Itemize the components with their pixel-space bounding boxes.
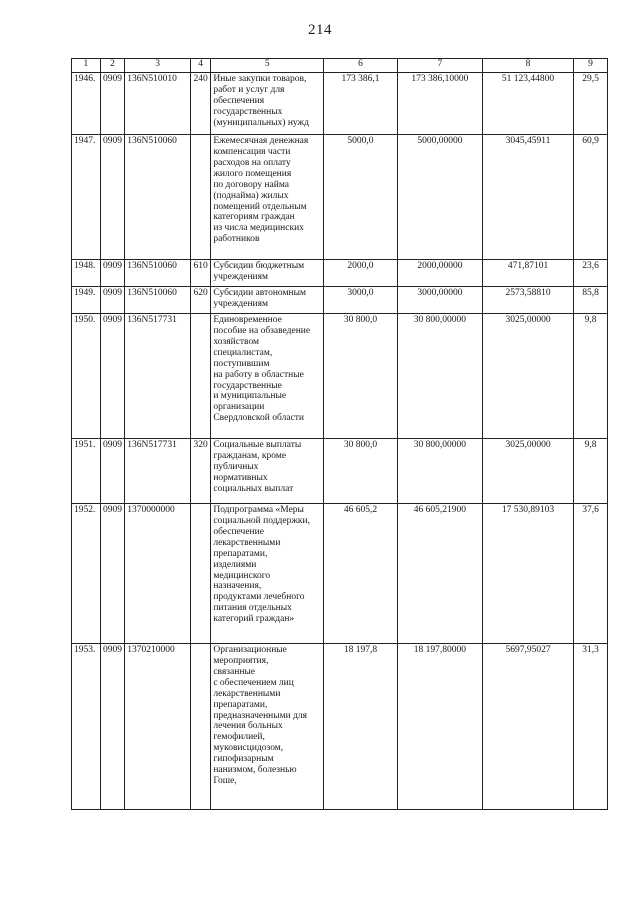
execution-percent: 37,6	[574, 504, 608, 644]
planned-amount: 30 800,0	[324, 439, 398, 504]
item-name: Субсидии автономным учреждениям	[211, 287, 324, 314]
execution-percent: 85,8	[574, 287, 608, 314]
item-name: Ежемесячная денежная компенсация части расходов на оплату жилого помещения по договору найма (поднайма) жилых помещений отдельным категориям граждан из числа медицинских работников	[211, 135, 324, 260]
planned-amount: 46 605,2	[324, 504, 398, 644]
row-number: 1946.	[72, 73, 101, 135]
executed-amount: 3025,00000	[482, 439, 573, 504]
item-name: Организационные мероприятия, связанные с обеспечением лиц лекарственными препаратами, предназначенными для лечения больных гемофилией, муковисцидозом, гипофизарным нанизмом, болезнью Гоше,	[211, 644, 324, 810]
executed-amount: 2573,58810	[482, 287, 573, 314]
target-code: 136N510060	[125, 260, 191, 287]
planned-amount: 18 197,8	[324, 644, 398, 810]
item-name: Подпрограмма «Меры социальной поддержки, обеспечение лекарственными препаратами, изделиями медицинского назначения, продуктами лечебного питания отдельных категорий граждан»	[211, 504, 324, 644]
section-code: 0909	[100, 260, 125, 287]
table-row	[72, 73, 608, 135]
column-header: 8	[482, 59, 573, 73]
target-code: 1370210000	[125, 644, 191, 810]
planned-amount: 5000,0	[324, 135, 398, 260]
header-row	[72, 59, 608, 73]
planned-amount: 30 800,0	[324, 314, 398, 439]
row-number: 1947.	[72, 135, 101, 260]
expense-type: 610	[190, 260, 210, 287]
row-number: 1951.	[72, 439, 101, 504]
executed-amount: 3045,45911	[482, 135, 573, 260]
column-header: 5	[211, 59, 324, 73]
refined-amount: 5000,00000	[397, 135, 482, 260]
expense-type: 320	[190, 439, 210, 504]
section-code: 0909	[100, 287, 125, 314]
column-header: 2	[100, 59, 125, 73]
section-code: 0909	[100, 504, 125, 644]
expense-type	[190, 504, 210, 644]
section-code: 0909	[100, 135, 125, 260]
expense-type: 240	[190, 73, 210, 135]
refined-amount: 18 197,80000	[397, 644, 482, 810]
execution-percent: 29,5	[574, 73, 608, 135]
expense-type	[190, 314, 210, 439]
table-row	[72, 644, 608, 810]
execution-percent: 31,3	[574, 644, 608, 810]
refined-amount: 30 800,00000	[397, 314, 482, 439]
target-code: 1370000000	[125, 504, 191, 644]
execution-percent: 23,6	[574, 260, 608, 287]
refined-amount: 3000,00000	[397, 287, 482, 314]
item-name: Единовременное пособие на обзаведение хозяйством специалистам, поступившим на работу в областные государственные и муниципальные организации Свердловской области	[211, 314, 324, 439]
item-name: Субсидии бюджетным учреждениям	[211, 260, 324, 287]
section-code: 0909	[100, 439, 125, 504]
row-number: 1949.	[72, 287, 101, 314]
target-code: 136N517731	[125, 439, 191, 504]
row-number: 1953.	[72, 644, 101, 810]
executed-amount: 17 530,89103	[482, 504, 573, 644]
row-number: 1948.	[72, 260, 101, 287]
execution-percent: 60,9	[574, 135, 608, 260]
column-header: 4	[190, 59, 210, 73]
column-header: 9	[574, 59, 608, 73]
executed-amount: 5697,95027	[482, 644, 573, 810]
column-header: 3	[125, 59, 191, 73]
item-name: Иные закупки товаров, работ и услуг для обеспечения государственных (муниципальных) нужд	[211, 73, 324, 135]
section-code: 0909	[100, 314, 125, 439]
column-header: 6	[324, 59, 398, 73]
column-header: 1	[72, 59, 101, 73]
budget-table	[71, 58, 608, 810]
expense-type: 620	[190, 287, 210, 314]
table-row	[72, 135, 608, 260]
table-row	[72, 504, 608, 644]
planned-amount: 173 386,1	[324, 73, 398, 135]
expense-type	[190, 644, 210, 810]
target-code: 136N510060	[125, 135, 191, 260]
row-number: 1952.	[72, 504, 101, 644]
section-code: 0909	[100, 644, 125, 810]
target-code: 136N517731	[125, 314, 191, 439]
refined-amount: 173 386,10000	[397, 73, 482, 135]
target-code: 136N510010	[125, 73, 191, 135]
table-body	[72, 73, 608, 810]
execution-percent: 9,8	[574, 439, 608, 504]
executed-amount: 51 123,44800	[482, 73, 573, 135]
table-row	[72, 439, 608, 504]
table-row	[72, 260, 608, 287]
row-number: 1950.	[72, 314, 101, 439]
column-header: 7	[397, 59, 482, 73]
planned-amount: 2000,0	[324, 260, 398, 287]
table-row	[72, 314, 608, 439]
refined-amount: 30 800,00000	[397, 439, 482, 504]
target-code: 136N510060	[125, 287, 191, 314]
refined-amount: 2000,00000	[397, 260, 482, 287]
page-number: 214	[308, 22, 332, 38]
expense-type	[190, 135, 210, 260]
item-name: Социальные выплаты гражданам, кроме публичных нормативных социальных выплат	[211, 439, 324, 504]
planned-amount: 3000,0	[324, 287, 398, 314]
executed-amount: 471,87101	[482, 260, 573, 287]
executed-amount: 3025,00000	[482, 314, 573, 439]
section-code: 0909	[100, 73, 125, 135]
table-row	[72, 287, 608, 314]
refined-amount: 46 605,21900	[397, 504, 482, 644]
execution-percent: 9,8	[574, 314, 608, 439]
